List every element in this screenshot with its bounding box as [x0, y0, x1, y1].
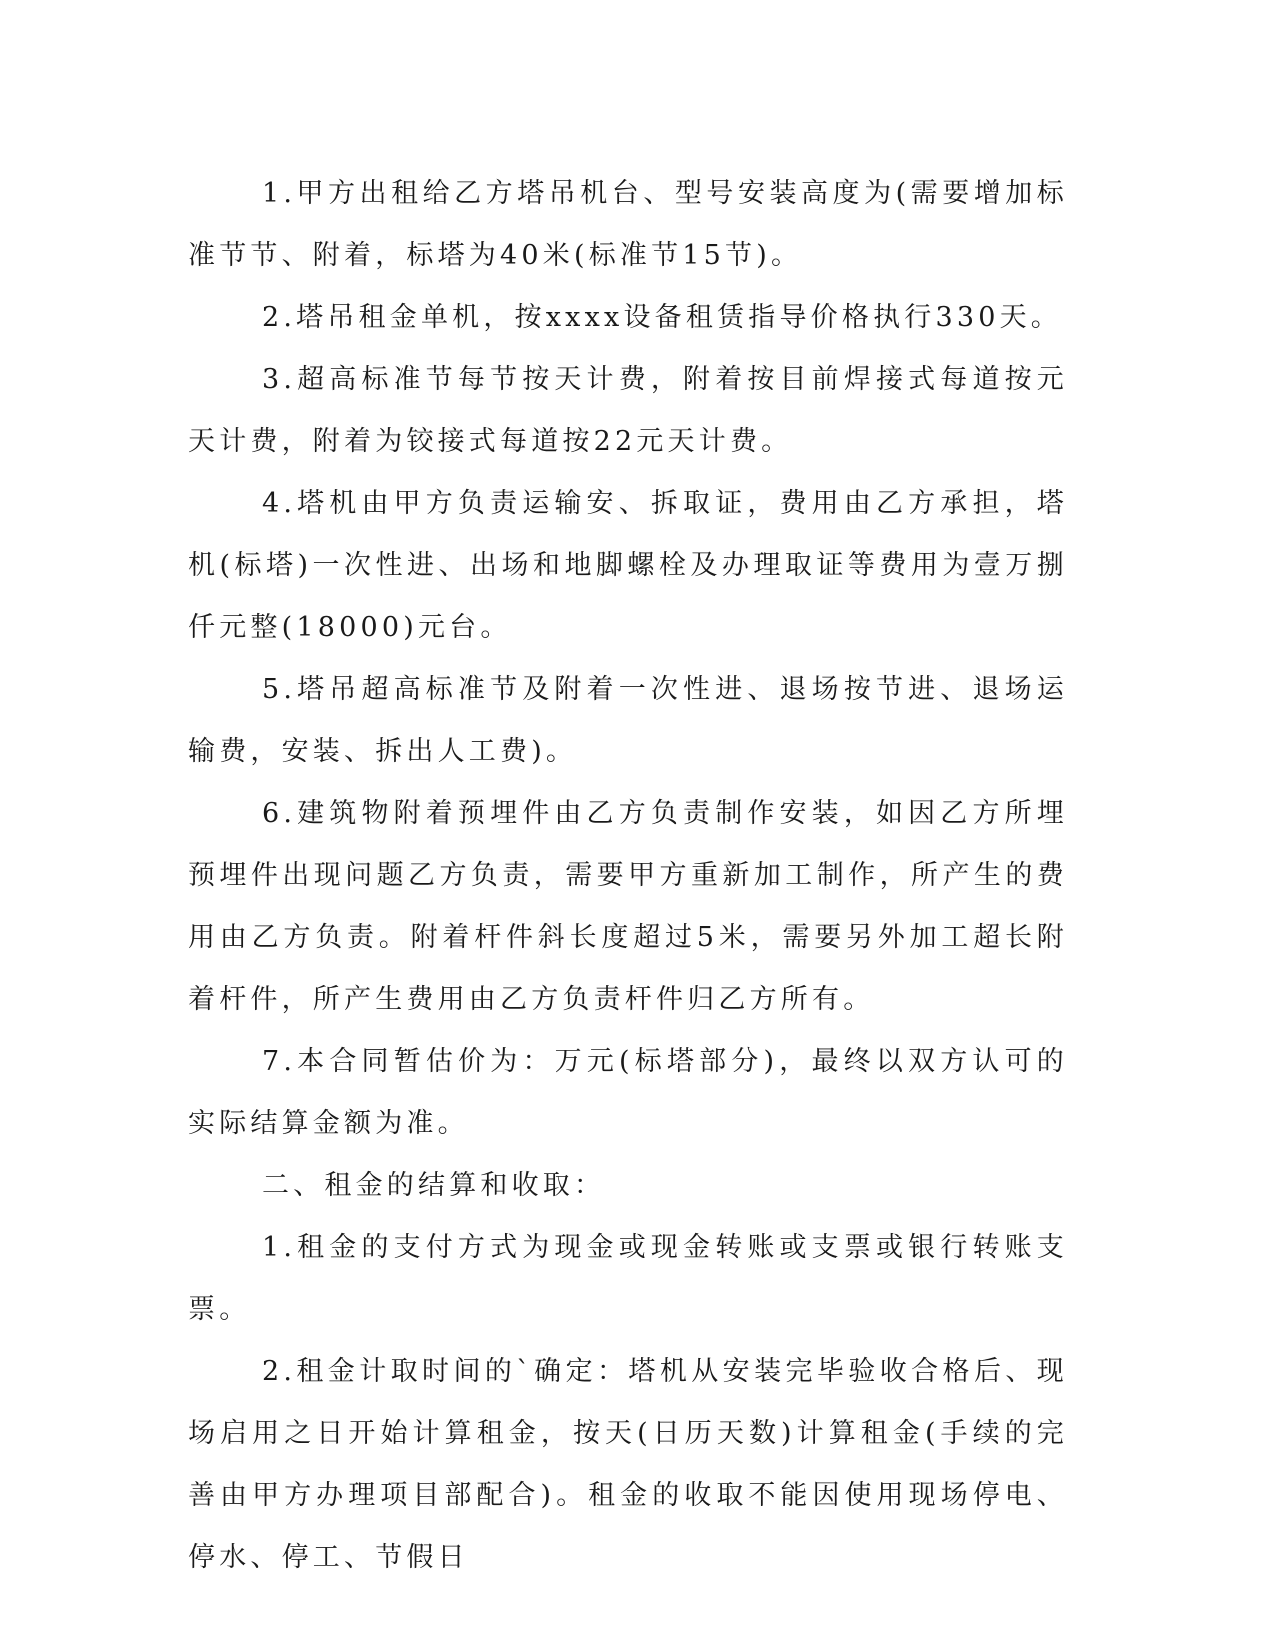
clause-7-estimated-price: 7.本合同暂估价为：万元(标塔部分)，最终以双方认可的实际结算金额为准。: [188, 1046, 1068, 1139]
settlement-clause-1-payment-method: 1.租金的支付方式为现金或现金转账或支票或银行转账支票。: [188, 1232, 1068, 1325]
section-heading-rent-settlement: 二、租金的结算和收取：: [262, 1170, 606, 1201]
document-body: [188, 163, 1068, 1589]
clause-5-extra-sections-transport: 5.塔吊超高标准节及附着一次性进、退场按节进、退场运输费，安装、拆出人工费)。: [188, 674, 1068, 767]
clause-2-rental-price: 2.塔吊租金单机，按xxxx设备租赁指导价格执行330天。: [262, 302, 1063, 333]
clause-4-transport-install-fee: 4.塔机由甲方负责运输安、拆取证，费用由乙方承担，塔机(标塔)一次性进、出场和地脚螺栓及办理取证等费用为壹万捌仟元整(18000)元台。: [188, 488, 1068, 643]
clause-3-extra-sections-fee: 3.超高标准节每节按天计费，附着按目前焊接式每道按元天计费，附着为铰接式每道按22元天计费。: [188, 364, 1068, 457]
clause-1-tower-crane-rental: 1.甲方出租给乙方塔吊机台、型号安装高度为(需要增加标准节节、附着，标塔为40米(标准节15节)。: [188, 178, 1068, 271]
settlement-clause-2-rent-start-time: 2.租金计取时间的`确定：塔机从安装完毕验收合格后、现场启用之日开始计算租金，按天(日历天数)计算租金(手续的完善由甲方办理项目部配合)。租金的收取不能因使用现场停电、停水、停工、节假日: [188, 1356, 1068, 1573]
clause-6-embedded-parts: 6.建筑物附着预埋件由乙方负责制作安装，如因乙方所埋预埋件出现问题乙方负责，需要甲方重新加工制作，所产生的费用由乙方负责。附着杆件斜长度超过5米，需要另外加工超长附着杆件，所产生费用由乙方负责杆件归乙方所有。: [188, 798, 1068, 1015]
